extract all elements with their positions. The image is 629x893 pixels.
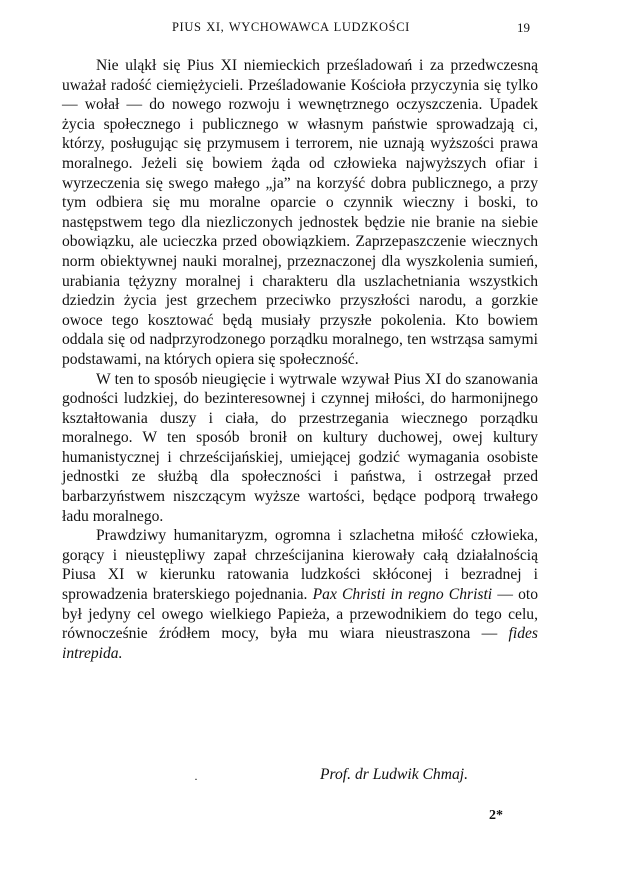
paragraph-3-text-before: Prawdziwy humanitaryzm, ogromna i szlachetna miłość człowieka, gorący i nieustępliwy zapał chrześcijanina kierowały całą działalnością Piusa XI w kierunku ratowania ludzkości skłóconej i bezradnej i sprowadzenia braterskiego pojednania. [62, 527, 538, 604]
author-signature: Prof. dr Ludwik Chmaj. [320, 766, 469, 783]
paragraph-3-text-middle: — oto był jedyny cel owego wielkiego Papieża, a przewodnikiem do tego celu, równocześnie źródłem mocy, była mu wiara nieustraszona — [62, 586, 539, 643]
running-title: PIUS XI, WYCHOWAWCA LUDZKOŚCI [172, 20, 410, 34]
latin-phrase: fides intrepida. [62, 625, 538, 662]
paragraph-1: Nie uląkł się Pius XI niemieckich prześladowań i za przedwczesną uważał radość ciemiężycieli. Prześladowanie Kościoła przyczynia się tylko — wołał — do nowego rozwoju i wewnętrznego oczyszczenia. Upadek życia społecznego i publicznego w własnym państwie sprowadzają ci, którzy, posługując się przymusem i terrorem, nie uznają wyższości prawa moralnego. Jeżeli się bowiem żąda od człowieka najwyższych ofiar i wyrzeczenia się swego małego „ja” na korzyść dobra publicznego, a przy tym odbiera się mu moralne oparcie o czynnik wieczny i boski, to następstwem tego dla niezliczonych jednostek będzie nie branie na siebie obowiązku, ale ucieczka przed obowiązkiem. Zaprzepaszczenie wiecznych norm obiektywnej nauki moralnej, przeznaczonej dla wyszkolenia sumień, urabiania tężyzny moralnej i charakteru dla uszlachetniania wszystkich dziedzin życia jest grzechem przeciwko przyszłości narodu, a gorzkie owoce tego kosztować będą musiały przyszłe pokolenia. Kto bowiem oddala się od nadprzyrodzonego porządku moralnego, ten wstrząsa samymi podstawami, na których opiera się społeczność. [62, 57, 538, 368]
page-number: 19 [517, 20, 530, 35]
page-header [60, 20, 530, 40]
sheet-mark: 2* [489, 808, 503, 823]
decorative-dot: · [194, 772, 198, 786]
latin-motto: Pax Christi in regno Christi [312, 586, 493, 604]
body-text [62, 56, 538, 663]
paragraph-3 [62, 526, 538, 663]
paragraph-2: W ten to sposób nieugięcie i wytrwale wzywał Pius XI do szanowania godności ludzkiej, do bezinteresownej i czynnej miłości, do harmonijnego kształtowania duszy i ciała, do przestrzegania wiecznego porządku moralnego. W ten sposób bronił on kultury duchowej, owej kultury humanistycznej i chrześcijańskiej, umiejącej godzić wymagania osobiste jednostki ze służbą dla społeczności i państwa, i ostrzegał przed barbarzyństwem niszczącym wyższe wartości, będące podporą trwałego ładu moralnego. [62, 370, 538, 525]
